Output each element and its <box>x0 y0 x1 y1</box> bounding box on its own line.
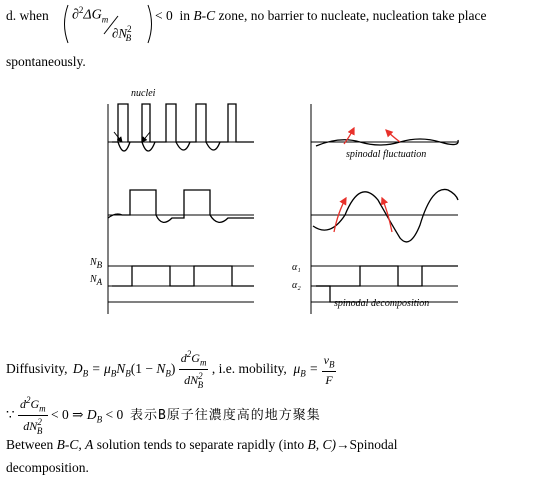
between-mid: solution tends to separate rapidly (into <box>96 437 305 452</box>
right-arrow-icon: → <box>335 437 350 452</box>
mobility-label: , i.e. mobility, <box>211 360 287 376</box>
diffusivity-line: Diffusivity, $D_B = \mu_BN_B(1 - N_B)$ $\frac{d^2G_m}{dN^2_B}$ , i.e. mobility, $\mu_B$ = $\frac{v_B}{F}$ <box>6 349 335 390</box>
spinodal-decomposition-label: spinodal decomposition <box>334 298 430 309</box>
chinese-note: 表示B原子往濃度高的地方聚集 <box>129 407 321 423</box>
because-line <box>6 396 321 436</box>
alpha2-label: α₂ <box>292 280 301 291</box>
spinodal-fluctuation-label: spinodal fluctuation <box>346 149 427 160</box>
because-fraction: $\frac{d^2G_m}{dN^2_B}$ <box>19 395 46 436</box>
na-label: $N_A$ <box>90 274 103 287</box>
numerator-text: $\partial^2\Delta G_m$ <box>72 5 109 25</box>
zone-label: B-C <box>193 8 216 23</box>
line-d-continuation: spontaneously. <box>6 54 86 69</box>
right-panel <box>311 104 458 314</box>
between-start: Between <box>6 437 54 452</box>
between-continuation: decomposition. <box>6 460 89 475</box>
nuclei-label: nuclei <box>131 88 156 99</box>
line-d-suffix: zone, no barrier to nucleate, nucleation take place <box>218 8 487 23</box>
between-end: Spinodal <box>349 437 398 452</box>
nb-label: $N_B$ <box>90 257 103 270</box>
d2g-fraction: $\frac{d^2G_m}{dN^2_B}$ <box>180 349 207 390</box>
implication: < 0 ⇒ $D_B < 0$ <box>51 406 124 425</box>
between-line <box>6 437 397 453</box>
diffusivity-label: Diffusivity, <box>6 360 68 376</box>
because-symbol: ∵ <box>6 406 15 422</box>
bc2-label: B, C) <box>307 437 336 452</box>
left-panel <box>108 104 254 314</box>
alpha1-label: α₁ <box>292 262 301 273</box>
mobility-fraction: $\frac{v_B}{F}$ <box>323 352 335 388</box>
denominator-text: $\partial N^2_B$ <box>112 24 132 43</box>
line-d-prefix: d. when <box>6 8 49 23</box>
in-word: in <box>179 8 191 23</box>
bc-label: B-C, <box>56 437 82 452</box>
a-label: A <box>85 437 94 452</box>
inequality: < 0 <box>155 8 173 23</box>
